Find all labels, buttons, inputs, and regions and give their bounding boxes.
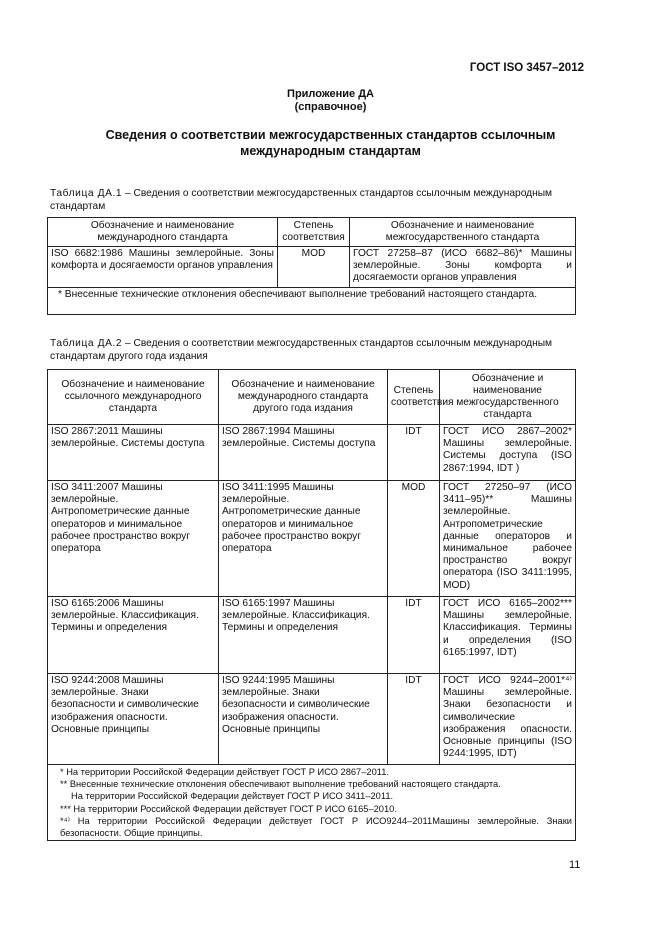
table2-cell-other: ISO 9244:1995 Машины землеройные. Знаки безопасности и символические изображения опасности. Основные принципы bbox=[219, 674, 388, 765]
table1-header-degree: Степень соответствия bbox=[278, 218, 350, 247]
table2-header-degree: Степень соответствия bbox=[388, 370, 440, 425]
table2-footnote-1: * На территории Российской Федерации действует ГОСТ Р ИСО 2867–2011. bbox=[60, 767, 389, 777]
table1-caption-label: Таблица ДА.1 bbox=[50, 188, 123, 199]
table1-caption bbox=[50, 188, 590, 213]
table2-cell-interstate: ГОСТ ИСО 2867–2002* Машины землеройные. Системы доступа (ISO 2867:1994, IDT ) bbox=[440, 425, 576, 481]
table2-footnote-4: *⁴⁾ На территории Российской Федерации действует ГОСТ Р ИСО9244–2011Машины землеройные. Знаки безопасности. Общие принципы. bbox=[60, 815, 572, 839]
table2-cell-other: ISO 3411:1995 Машины землеройные. Антропометрические данные операторов и минимальное рабочее пространство вокруг оператора bbox=[219, 481, 388, 597]
table2-footnote-2b: На территории Российской Федерации действует ГОСТ Р ИСО 3411–2011. bbox=[71, 791, 394, 802]
table2-cell-ref: ISO 2867:2011 Машины землеройные. Системы доступа bbox=[48, 425, 219, 481]
table2-cell-other: ISO 6165:1997 Машины землеройные. Классификация. Термины и определения bbox=[219, 597, 388, 674]
table2-footnote-3: *** На территории Российской Федерации действует ГОСТ Р ИСО 6165–2010. bbox=[60, 803, 397, 814]
table1-header-intl: Обозначение и наименование международного стандарта bbox=[48, 218, 278, 247]
table-row bbox=[48, 425, 576, 481]
table2-caption-label: Таблица ДА.2 bbox=[50, 338, 123, 349]
table2-header-row bbox=[48, 370, 576, 425]
appendix-title: Приложение ДА bbox=[287, 88, 374, 100]
table2-cell-degree: IDT bbox=[388, 674, 440, 765]
table2-cell-ref: ISO 9244:2008 Машины землеройные. Знаки безопасности и символические изображения опасности. Основные принципы bbox=[48, 674, 219, 765]
table-row bbox=[48, 597, 576, 674]
page-number: 11 bbox=[569, 859, 581, 871]
table2-cell-degree: IDT bbox=[388, 597, 440, 674]
table2-caption-text: – Сведения о соответствии межгосударственных стандартов ссылочным международным стандартам другого года издания bbox=[50, 338, 553, 362]
table2-cell-interstate: ГОСТ ИСО 6165–2002*** Машины землеройные. Классификация. Термины и определения (ISO 6165:1997, IDT) bbox=[440, 597, 576, 674]
table2-footnotes bbox=[48, 765, 576, 841]
table1-footnote-row bbox=[48, 288, 576, 315]
table-da1 bbox=[47, 217, 576, 315]
page-title-line-1: Сведения о соответствии межгосударственных стандартов ссылочным bbox=[105, 128, 556, 142]
table1-footnote: * Внесенные технические отклонения обеспечивают выполнение требований настоящего стандарта. bbox=[48, 288, 576, 315]
table2-caption bbox=[50, 338, 590, 363]
table-row bbox=[48, 674, 576, 765]
table1-caption-text: – Сведения о соответствии межгосударственных стандартов ссылочным международным стандартам bbox=[50, 188, 553, 212]
appendix-heading bbox=[0, 88, 661, 114]
table2-cell-interstate: ГОСТ ИСО 9244–2001*⁴⁾ Машины землеройные. Знаки безопасности и символические изображения опасности. Основные принципы (ISO 9244:1995, IDT) bbox=[440, 674, 576, 765]
table2-cell-interstate: ГОСТ 27250–97 (ИСО 3411–95)** Машины землеройные. Антропометрические данные операторов и минимальное рабочее пространство вокруг оператора (ISO 3411:1995, MOD) bbox=[440, 481, 576, 597]
table-da2 bbox=[47, 369, 576, 841]
table2-cell-degree: IDT bbox=[388, 425, 440, 481]
table2-cell-degree: MOD bbox=[388, 481, 440, 597]
appendix-subtitle: (справочное) bbox=[294, 101, 367, 113]
table1-header-interstate: Обозначение и наименование межгосударственного стандарта bbox=[350, 218, 576, 247]
table-row bbox=[48, 481, 576, 597]
table1-cell-degree: MOD bbox=[278, 247, 350, 288]
page-title-line-2: международным стандартам bbox=[240, 144, 421, 158]
table1-cell-intl: ISO 6682:1986 Машины землеройные. Зоны комфорта и досягаемости органов управления bbox=[48, 247, 278, 288]
table2-footnote-2: ** Внесенные технические отклонения обеспечивают выполнение требований настоящего стандарта. bbox=[60, 779, 501, 790]
table1-cell-interstate: ГОСТ 27258–87 (ИСО 6682–86)* Машины землеройные. Зоны комфорта и досягаемости органов управления bbox=[350, 247, 576, 288]
page-title bbox=[0, 127, 661, 159]
table2-header-ref: Обозначение и наименование ссылочного международного стандарта bbox=[48, 370, 219, 425]
table2-cell-ref: ISO 3411:2007 Машины землеройные. Антропометрические данные операторов и минимальное рабочее пространство вокруг оператора bbox=[48, 481, 219, 597]
table2-header-interstate: Обозначение и наименование межгосударственного стандарта bbox=[440, 370, 576, 425]
table2-cell-ref: ISO 6165:2006 Машины землеройные. Классификация. Термины и определения bbox=[48, 597, 219, 674]
table2-cell-other: ISO 2867:1994 Машины землеройные. Системы доступа bbox=[219, 425, 388, 481]
table2-footnotes-row bbox=[48, 765, 576, 841]
table2-header-other: Обозначение и наименование международного стандарта другого года издания bbox=[219, 370, 388, 425]
table1-header-row bbox=[48, 218, 576, 247]
document-code: ГОСТ ISO 3457–2012 bbox=[469, 62, 584, 74]
table-row bbox=[48, 247, 576, 288]
